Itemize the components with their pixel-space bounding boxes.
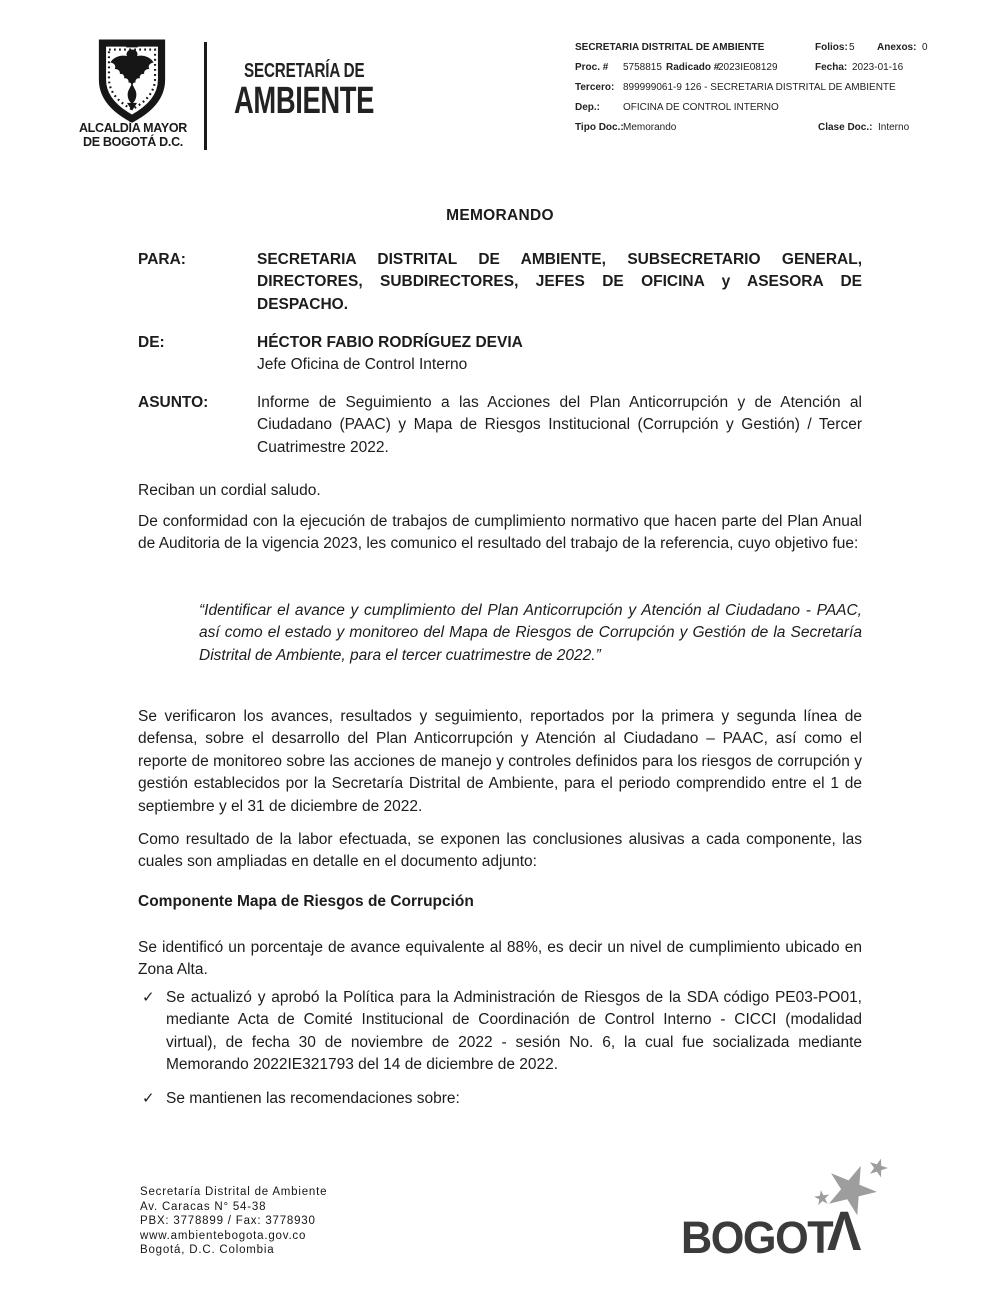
meta-tipodoc-value: Memorando: [623, 122, 677, 133]
meta-tipodoc-label: Tipo Doc.:: [575, 122, 624, 133]
meta-fecha-value: 2023-01-16: [852, 62, 904, 73]
meta-radicado-label: Radicado #: [666, 62, 720, 73]
meta-proc-label: Proc. #: [575, 62, 609, 73]
greeting: Reciban un cordial saludo.: [138, 482, 321, 499]
bullet-text: Se actualizó y aprobó la Política para la Administración de Riesgos de la SDA código PE03-PO01, mediante Acta de Comité Institucional de Coordinación de Control Interno - CICCI (modalidad virtual), de fecha 30 de noviembre de 2022 - sesión No. 6, la cual fue socializada mediante Memorando 2022IE321793 del 14 de diciembre de 2022.: [166, 989, 862, 1074]
para-field: [138, 249, 862, 316]
meta-tercero-label: Tercero:: [575, 82, 615, 93]
footer-address: [140, 1185, 327, 1258]
para-label: PARA:: [138, 251, 186, 268]
meta-entity: SECRETARIA DISTRITAL DE AMBIENTE: [575, 42, 765, 53]
bogota-crest-icon: [96, 38, 168, 128]
logo-divider: [204, 42, 207, 150]
meta-dep-label: Dep.:: [575, 102, 600, 113]
bogota-logo-text: BOGOT: [681, 1212, 833, 1263]
paragraph-intro: De conformidad con la ejecución de trabajos de cumplimiento normativo que hacen parte del Plan Anual de Auditoria de la vigencia 2023, les comunico el resultado del trabajo de la referencia, cuyo objetivo fue:: [138, 513, 862, 553]
meta-tercero-value: 899999061-9 126 - SECRETARIA DISTRITAL DE AMBIENTE: [623, 82, 896, 93]
de-field: [138, 332, 862, 377]
crest-caption: [72, 122, 194, 149]
footer-line-entity: Secretaría Distrital de Ambiente: [140, 1186, 328, 1198]
meta-dep-value: OFICINA DE CONTROL INTERNO: [623, 102, 779, 113]
bogota-logo-lambda: Λ: [827, 1199, 862, 1262]
paragraph-progress: Se identificó un porcentaje de avance equivalente al 88%, es decir un nivel de cumplimiento ubicado en Zona Alta.: [138, 939, 862, 979]
secretaria-logo-line2: AMBIENTE: [234, 80, 375, 122]
meta-folios-value: 5: [849, 42, 855, 53]
check-icon: ✓: [142, 989, 155, 1006]
footer-line-phone: PBX: 3778899 / Fax: 3778930: [140, 1215, 316, 1228]
meta-anexos-value: 0: [922, 42, 928, 53]
paragraph-verification: Se verificaron los avances, resultados y seguimiento, reportados por la primera y segunda línea de defensa, sobre el desarrollo del Plan Anticorrupción y Atención al Ciudadano – PAAC, así como el reporte de monitoreo sobre las acciones de manejo y controles definidos para los riesgos de corrupción y gestión establecidos por la Secretaría Distrital de Ambiente, para el periodo comprendido entre el 1 de septiembre y el 31 de diciembre de 2022.: [138, 708, 862, 815]
crest-caption-line1: ALCALDÍA MAYOR: [78, 121, 188, 135]
bullet-item-recommendations: [138, 1088, 862, 1110]
asunto-text: Informe de Seguimiento a las Acciones del Plan Anticorrupción y de Atención al Ciudadano (PAAC) y Mapa de Riesgos Institucional (Corrupción y Gestión) / Tercer Cuatrimestre 2022.: [257, 394, 862, 456]
bullet-item-policy-update: [138, 987, 862, 1077]
de-label: DE:: [138, 334, 165, 351]
asunto-label: ASUNTO:: [138, 394, 209, 411]
meta-anexos-label: Anexos:: [877, 42, 917, 53]
memo-title: MEMORANDO: [446, 207, 554, 224]
objective-quote: “Identificar el avance y cumplimiento del Plan Anticorrupción y Atención al Ciudadano - PAAC, así como el estado y monitoreo del Mapa de Riesgos de Corrupción y Gestión de la Secretaría Distrital de Ambiente, para el tercer cuatrimestre de 2022.”: [199, 602, 862, 664]
section-heading-corruption-risk-map: Componente Mapa de Riesgos de Corrupción: [138, 893, 474, 910]
meta-clasedoc-value: Interno: [878, 122, 910, 133]
check-icon: ✓: [142, 1090, 155, 1107]
para-recipients: SECRETARIA DISTRITAL DE AMBIENTE, SUBSECRETARIO GENERAL, DIRECTORES, SUBDIRECTORES, JEFES DE OFICINA y ASESORA DE DESPACHO.: [257, 251, 862, 313]
bullet-text: Se mantienen las recomendaciones sobre:: [166, 1090, 460, 1107]
sender-title: Jefe Oficina de Control Interno: [257, 356, 468, 374]
paragraph-results: Como resultado de la labor efectuada, se exponen las conclusiones alusivas a cada componente, las cuales son ampliadas en detalle en el documento adjunto:: [138, 831, 862, 871]
meta-proc-value: 5758815: [623, 62, 662, 73]
sender-name: HÉCTOR FABIO RODRÍGUEZ DEVIA: [257, 334, 523, 351]
meta-fecha-label: Fecha:: [815, 62, 848, 73]
bogota-logo: [675, 1150, 905, 1280]
footer-line-city: Bogotá, D.C. Colombia: [140, 1244, 275, 1257]
asunto-field: [138, 392, 862, 459]
footer-line-street: Av. Caracas N° 54-38: [140, 1200, 267, 1213]
secretaria-logo-line1: SECRETARÍA DE: [244, 60, 365, 82]
meta-folios-label: Folios:: [815, 42, 848, 53]
crest-caption-line2: DE BOGOTÁ D.C.: [83, 134, 183, 149]
filing-metadata-block: [575, 42, 985, 144]
footer-line-website: www.ambientebogota.gov.co: [140, 1229, 307, 1242]
meta-radicado-value: 2023IE08129: [718, 62, 778, 73]
meta-clasedoc-label: Clase Doc.:: [818, 122, 873, 133]
